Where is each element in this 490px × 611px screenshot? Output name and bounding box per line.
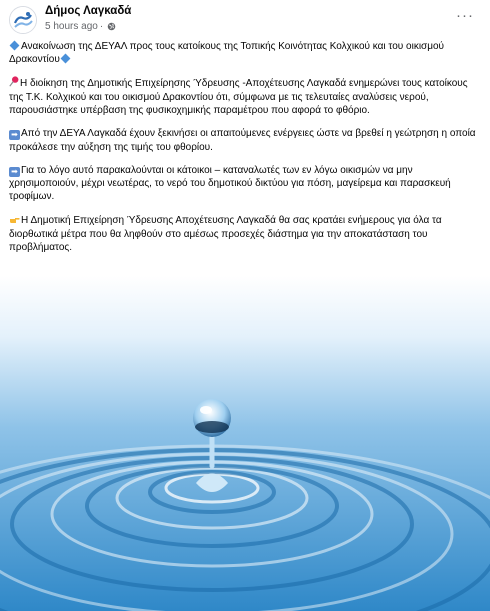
post-header xyxy=(0,0,490,38)
right-arrow-icon: ➡ xyxy=(9,167,20,177)
paragraph-closing xyxy=(9,213,481,254)
paragraph-2-text: Η διοίκηση της Δημοτικής Επιχείρησης Ύδρευσης -Αποχέτευσης Λαγκαδά ενημερώνει τους κατοίκους της Τ.Κ. Κολχικού και του οικισμού Δρακοντίου ότι, σύμφωνα με τις τελευταίες αναλύσεις νερού, παρουσιάστηκε υπέρβαση της φυσικοχημικής παραμέτρου που αφορά το φθόριο. xyxy=(9,78,468,117)
page-name[interactable]: Δήμος Λαγκαδά xyxy=(45,5,132,17)
paragraph-1-text: Ανακοίνωση της ΔΕΥΑΛ προς τους κατοίκους της Τοπικής Κοινότητας Κολχικού και του οικισμού Δρακοντίου xyxy=(9,41,445,66)
water-drop-photo[interactable] xyxy=(0,276,490,611)
paragraph-announcement xyxy=(9,40,481,67)
round-pushpin-icon xyxy=(9,76,19,87)
dimos-logo-icon xyxy=(10,7,36,33)
blue-diamond-icon xyxy=(10,41,20,51)
paragraph-4-text: Για το λόγο αυτό παρακαλούνται οι κάτοικοι – καταναλωτές των εν λόγω οικισμών να μην χρησιμοποιούν, μέχρι νεωτέρας, το νερό του δημοτικού δικτύου για πόση, μαγείρεμα και παρασκευή τροφίμων. xyxy=(9,164,451,203)
post-timestamp[interactable]: 5 hours ago xyxy=(45,21,98,32)
paragraph-5-text: Η Δημοτική Επιχείρηση Ύδρευσης Αποχέτευσης Λαγκαδά θα σας κρατάει ενήμερους για όλα τα διορθωτικά μέτρα που θα ληφθούν στο αμέσως προσεχές διάστημα για την αποκατάσταση του προβλήματος. xyxy=(9,215,442,254)
more-options-button[interactable]: ··· xyxy=(456,7,474,24)
post-meta xyxy=(45,21,116,32)
meta-separator: · xyxy=(99,21,104,32)
paragraph-3-text: Από την ΔΕΥΑ Λαγκαδά έχουν ξεκινήσει οι απαιτούμενες ενέργειες ώστε να βρεθεί η γεώτρηση η οποία προκάλεσε την αύξηση της τιμής του φθορίου. xyxy=(9,128,476,153)
globe-icon[interactable] xyxy=(107,22,116,31)
paragraph-warning xyxy=(9,164,481,204)
pointing-hand-icon xyxy=(9,213,20,224)
page-avatar[interactable] xyxy=(9,6,37,34)
right-arrow-icon: ➡ xyxy=(9,130,20,140)
post-text xyxy=(9,40,481,264)
blue-diamond-icon xyxy=(60,54,70,64)
paragraph-actions xyxy=(9,127,481,154)
paragraph-notice xyxy=(9,76,481,117)
